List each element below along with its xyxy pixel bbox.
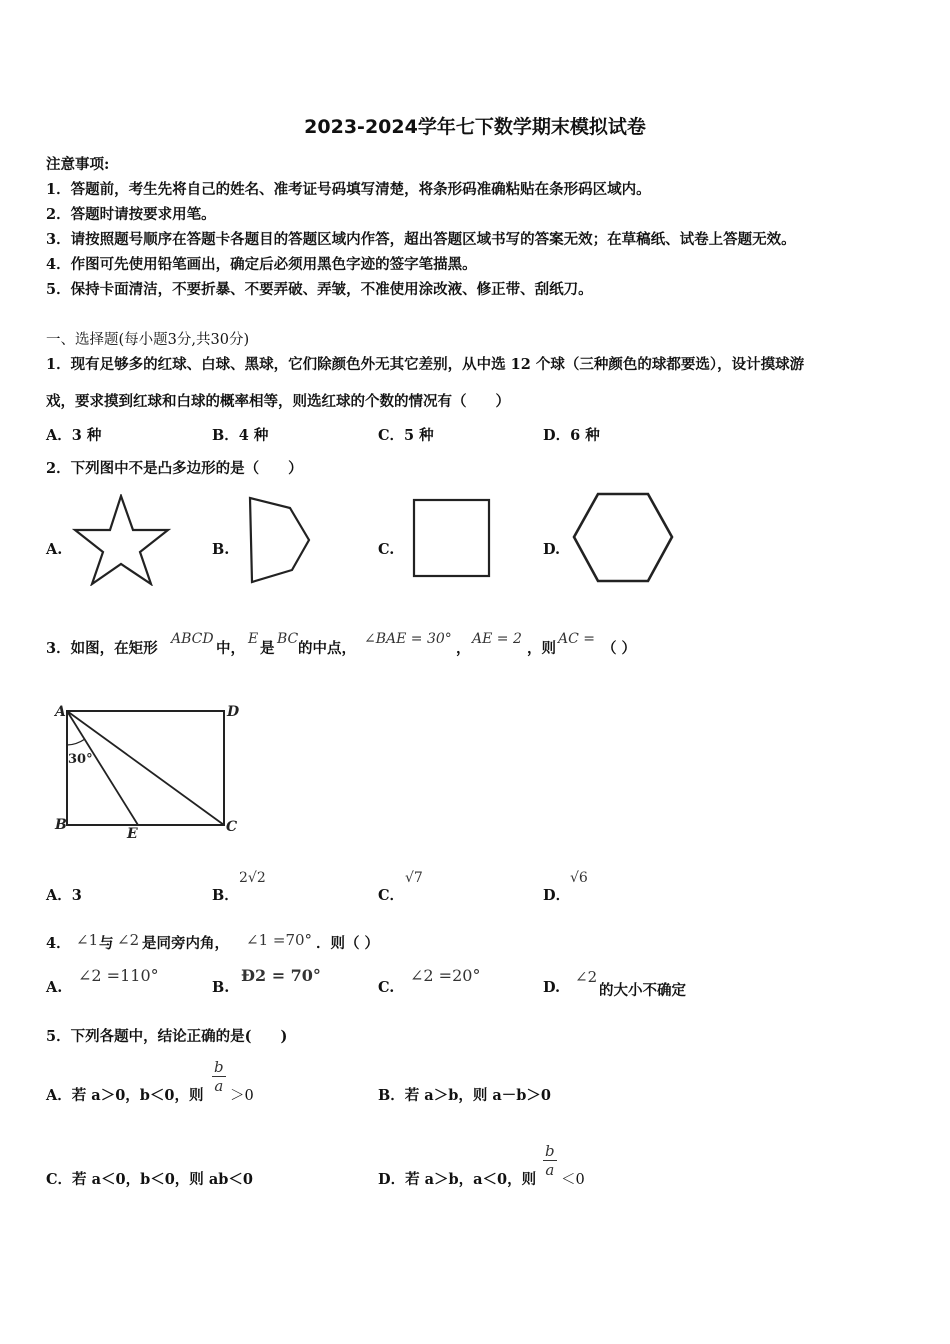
- square-figure: [410, 496, 494, 582]
- q3-segment-bc: BC: [277, 631, 299, 647]
- q5-option-d: D．若 a＞b，a＜0，则: [378, 1171, 537, 1188]
- rectangle-diagram: [50, 698, 250, 844]
- fraction-denominator: a: [545, 1161, 555, 1179]
- q4-option-b-value: Ð2 = 70°: [241, 966, 321, 985]
- q4-angle2: ∠2: [117, 931, 140, 949]
- vertex-a-label: A: [55, 704, 66, 720]
- pentagon-figure: [244, 494, 316, 586]
- vertex-c-label: C: [226, 819, 238, 835]
- q4-option-b-label: B.: [212, 979, 230, 996]
- q2-label-d: D.: [543, 541, 561, 558]
- notice-item-5: 5．保持卡面清洁，不要折暴、不要弄破、弄皱，不准使用涂改液、修正带、刮纸刀。: [46, 281, 593, 298]
- fraction-denominator: a: [214, 1077, 224, 1095]
- q4-option-c-value: ∠2 =20°: [410, 966, 481, 985]
- point-e-label: E: [127, 826, 138, 842]
- section-heading: 一、选择题(每小题3分,共30分): [46, 332, 250, 348]
- q5-option-a: A．若 a＞0，b＜0，则: [46, 1087, 204, 1104]
- q1-option-c: C．5 种: [378, 427, 434, 444]
- q4-option-d-text: 的大小不确定: [599, 982, 686, 999]
- q3-option-a: A．3: [46, 887, 82, 904]
- q3-option-d-label: D．: [543, 887, 571, 904]
- q3-stem-part2: 中，: [216, 640, 245, 657]
- notice-item-2: 2．答题时请按要求用笔。: [46, 206, 216, 223]
- q3-stem-part6: （ ）: [602, 640, 637, 657]
- q4-angle1: ∠1: [76, 931, 99, 949]
- q1-option-b: B．4 种: [212, 427, 269, 444]
- q4-angle1-value: ∠1 =70°: [246, 931, 313, 949]
- q3-angle-bae: ∠BAE = 30°: [364, 631, 452, 647]
- q3-ae-value: AE = 2: [472, 631, 522, 647]
- notice-item-4: 4．作图可先使用铅笔画出，确定后必须用黑色字迹的签字笔描黑。: [46, 256, 477, 273]
- q4-option-a-value: ∠2 =110°: [78, 966, 159, 985]
- q3-point-e: E: [248, 631, 259, 647]
- q4-option-c-label: C.: [378, 979, 395, 996]
- q5-option-d-tail: ＜0: [561, 1172, 585, 1188]
- q3-stem-part1: 3．如图，在矩形: [46, 640, 158, 657]
- q3-stem-part5: ，则: [527, 640, 556, 657]
- q4-option-d-angle: ∠2: [575, 968, 598, 986]
- vertex-b-label: B: [55, 817, 67, 833]
- q3-stem-part3: 是: [260, 640, 275, 657]
- notice-item-1: 1．答题前，考生先将自己的姓名、准考证号码填写清楚，将条形码准确粘贴在条形码区域内。: [46, 181, 651, 198]
- angle-30-label: 30°: [68, 752, 93, 767]
- q4-option-a-label: A.: [46, 979, 63, 996]
- q3-option-c-label: C．: [378, 887, 405, 904]
- page-title: 2023-2024学年七下数学期末模拟试卷: [304, 116, 646, 138]
- q3-stem-part4: 的中点，: [298, 640, 356, 657]
- fraction-numerator: b: [545, 1142, 555, 1160]
- q4-stem-part2: 与: [99, 935, 114, 952]
- q3-comma: ，: [456, 640, 471, 657]
- q5-option-c: C．若 a＜0，b＜0，则 ab＜0: [46, 1171, 253, 1188]
- notice-heading: 注意事项:: [46, 156, 110, 173]
- vertex-d-label: D: [227, 704, 240, 720]
- fraction-numerator: b: [214, 1058, 224, 1076]
- q4-stem-part4: ．则（ ）: [316, 935, 380, 952]
- q5-option-b: B．若 a＞b，则 a－b＞0: [378, 1087, 552, 1104]
- q5-option-a-fraction: [212, 1058, 226, 1095]
- q3-option-b-value: 2√2: [239, 870, 266, 886]
- q3-option-b-label: B．: [212, 887, 239, 904]
- q2-label-b: B.: [212, 541, 230, 558]
- q3-option-d-value: √6: [570, 870, 588, 886]
- q4-stem-part1: 4．: [46, 935, 71, 952]
- q3-option-c-value: √7: [405, 870, 423, 886]
- q2-label-a: A.: [46, 541, 63, 558]
- q2-label-c: C.: [378, 541, 395, 558]
- q1-option-d: D．6 种: [543, 427, 600, 444]
- q1-stem-line2: 戏，要求摸到红球和白球的概率相等，则选红球的个数的情况有（ ）: [46, 393, 510, 410]
- q2-stem: 2．下列图中不是凸多边形的是（ ）: [46, 460, 303, 477]
- notice-item-3: 3．请按照题号顺序在答题卡各题目的答题区域内作答，超出答题区域书写的答案无效；在草稿纸、试卷上答题无效。: [46, 231, 796, 248]
- hexagon-figure: [570, 490, 676, 586]
- q5-option-a-tail: ＞0: [230, 1088, 254, 1104]
- q4-option-d-label: D.: [543, 979, 561, 996]
- q4-stem-part3: 是同旁内角，: [142, 935, 229, 952]
- q5-option-d-fraction: [543, 1142, 557, 1179]
- q3-rect-name: ABCD: [171, 631, 214, 647]
- star-figure: [72, 494, 172, 586]
- q3-ac-expr: AC =: [558, 631, 596, 647]
- q1-option-a: A．3 种: [46, 427, 102, 444]
- q5-stem: 5．下列各题中，结论正确的是( ): [46, 1028, 288, 1045]
- q1-stem-line1: 1．现有足够多的红球、白球、黑球，它们除颜色外无其它差别，从中选 12 个球（三种颜色的球都要选），设计摸球游: [46, 356, 805, 373]
